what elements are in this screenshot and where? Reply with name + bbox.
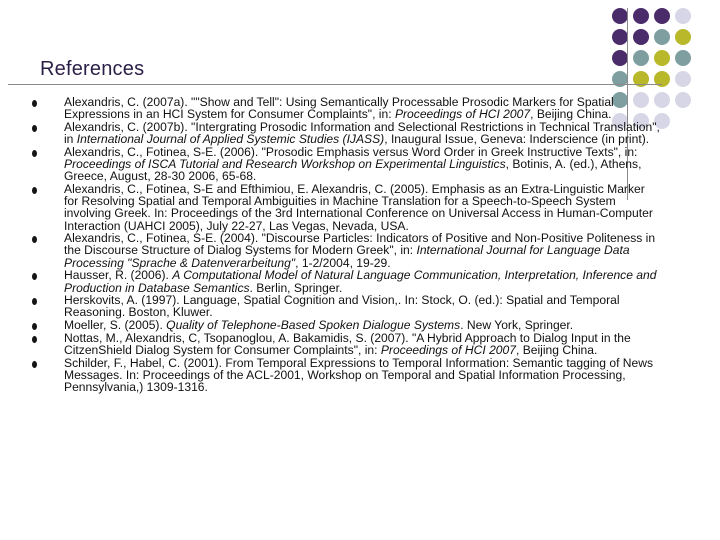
reference-text: , Beijing China.	[515, 343, 598, 358]
reference-italic-text: A Computational Model of Natural Language Communication, Interpretation, Inference and Production in Database Semantics	[64, 268, 657, 295]
bullet-icon	[32, 323, 37, 330]
reference-text: Alexandris, C. (2007a). ""Show and Tell": Using Semantically Processable Prosodic Markers for Spatial Expressions in an HCI System for Consumer Complaints", in:	[64, 95, 614, 122]
reference-item	[32, 146, 662, 183]
reference-text: . New York, Springer.	[460, 318, 574, 333]
reference-text: , Botinis, A. (ed.), Athens, Greece, August, 28-30 2006, 65-68.	[64, 157, 642, 184]
decorative-dot	[633, 8, 649, 24]
reference-item	[32, 96, 662, 120]
reference-italic-text: Proceedings of ISCA Tutorial and Research Workshop on Experimental Linguistics	[64, 157, 506, 172]
decorative-dot	[633, 50, 649, 66]
reference-text: Alexandris, C. (2007b). "Intergrating Prosodic Information and Selectional Restrictions in Technical Translation", in	[64, 119, 660, 147]
reference-italic-text: Proceedings of HCI 2007	[380, 343, 516, 358]
decorative-dot	[612, 8, 628, 24]
reference-text: . Berlin, Springer.	[249, 280, 343, 295]
decorative-dot	[654, 29, 670, 45]
reference-text: Moeller, S. (2005).	[64, 318, 167, 333]
bullet-icon	[32, 361, 37, 368]
reference-item	[32, 183, 662, 232]
reference-text: , 1-2/2004, 19-29.	[295, 255, 391, 270]
decorative-dot	[675, 50, 691, 66]
reference-text: Herskovits, A. (1997). Language, Spatial Cognition and Vision,. In: Stock, O. (ed.): Spatial and Temporal Reasoning. Boston, Kluwer.	[64, 293, 620, 320]
reference-text: , Inaugural Issue, Geneva: Inderscience (in print).	[384, 132, 650, 147]
reference-text: , Beijing China.	[530, 107, 612, 122]
reference-text: Alexandris, C., Fotinea, S-E. (2004). "Discourse Particles: Indicators of Positive and Non-Positive Politeness in the Discourse Structure of Dialog Systems for Modern Greek", in:	[64, 231, 656, 258]
reference-text: Alexandris, C., Fotinea, S-E and Efthimiou, E. Alexandris, C. (2005). Emphasis as an Extra-Linguistic Marker for Resolving Spatial and Temporal Ambiguities in Machine Translation for a Speech-to-Speech System involving Greek. In: Proceedings of the 3rd International Conference on Universal Access in Human-Computer Interaction (UAHCI 2005), July 22-27, Las Vegas, Nevada, USA.	[64, 181, 653, 233]
decorative-dot	[675, 8, 691, 24]
decorative-dot	[612, 50, 628, 66]
reference-item	[32, 121, 662, 145]
bullet-icon	[32, 187, 37, 194]
reference-list	[32, 96, 662, 393]
bullet-icon	[32, 100, 37, 107]
reference-item	[32, 294, 662, 318]
decorative-dot	[675, 92, 691, 108]
reference-italic-text: Quality of Telephone-Based Spoken Dialogue Systems	[166, 318, 461, 333]
reference-item	[32, 269, 662, 293]
bullet-icon	[32, 273, 37, 280]
reference-text: Hausser, R. (2006).	[64, 268, 173, 283]
decorative-dot	[654, 50, 670, 66]
horizontal-divider-line	[8, 84, 662, 85]
decorative-dot	[654, 8, 670, 24]
reference-italic-text: Proceedings of HCI 2007	[394, 107, 531, 122]
decorative-dot	[612, 29, 628, 45]
bullet-icon	[32, 125, 37, 132]
reference-italic-text: International Journal of Applied Systemic Studies (IJASS)	[76, 132, 385, 147]
page-title: References	[40, 58, 145, 80]
reference-item	[32, 232, 662, 269]
reference-item	[32, 332, 662, 356]
bullet-icon	[32, 150, 37, 157]
reference-text: Schilder, F., Habel, C. (2001). From Temporal Expressions to Temporal Information: Semantic tagging of News Messages. In: Proceedings of the ACL-2001, Workshop on Temporal and Spatial Information Processing, Pennsylvania,) 1309-1316.	[64, 355, 654, 395]
decorative-dot	[675, 29, 691, 45]
decorative-dot	[633, 29, 649, 45]
bullet-icon	[32, 336, 37, 343]
bullet-icon	[32, 298, 37, 305]
reference-text: Alexandris, C., Fotinea, S-E. (2006). "Prosodic Emphasis versus Word Order in Greek Instructive Texts", in:	[64, 144, 638, 159]
reference-italic-text: International Journal for Language Data Processing "Sprache & Datenverarbeitung"	[64, 243, 630, 270]
reference-item	[32, 319, 662, 331]
decorative-dot	[675, 71, 691, 87]
reference-text: Nottas, M., Alexandris, C, Tsopanoglou, A. Bakamidis, S. (2007). "A Hybrid Approach to Dialog Input in the CitzenShield Dialog System for Consumer Complaints", in:	[64, 330, 631, 358]
reference-item	[32, 357, 662, 394]
bullet-icon	[32, 236, 37, 243]
